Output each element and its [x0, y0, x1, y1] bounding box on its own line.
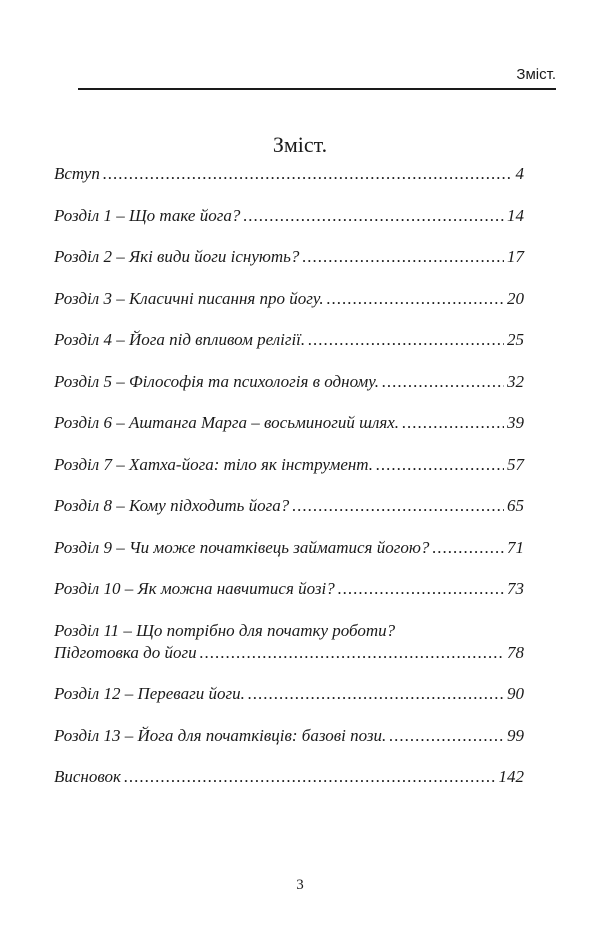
toc-entry-page: 57: [507, 454, 524, 474]
toc-entry-title: Розділ 5 – Філософія та психологія в одному.: [54, 371, 379, 391]
toc-entry-page: 4: [515, 164, 524, 183]
toc-entry-title: Розділ 10 – Як можна навчитися йозі?: [54, 579, 335, 598]
toc-title: Зміст.: [272, 132, 328, 157]
dot-leader: [248, 683, 504, 705]
toc-entry-title: Розділ 13 – Йога для початківців: базові пози.: [54, 725, 387, 745]
toc-entry: [54, 620, 524, 684]
toc-entry-title: Підготовка до йоги: [54, 642, 197, 662]
toc-entry-title: Розділ 6 – Аштанга Марга – восьминогий шлях.: [54, 413, 400, 432]
dot-leader: [382, 371, 504, 393]
dot-leader: [402, 412, 504, 434]
toc-entry-page: 32: [507, 371, 524, 391]
dot-leader: [124, 766, 496, 788]
toc-entry: [54, 329, 524, 371]
page-number: 3: [296, 877, 304, 893]
toc-entry-page: 39: [507, 413, 524, 432]
toc-entry-page: 99: [507, 725, 524, 745]
table-of-contents: [54, 163, 524, 808]
dot-leader: [327, 288, 504, 310]
toc-entry: [54, 495, 524, 537]
dot-leader: [302, 246, 504, 268]
dot-leader: [338, 578, 504, 600]
toc-entry-page: 25: [507, 330, 524, 349]
toc-entry-title: Розділ 4 – Йога під впливом релігії.: [54, 330, 306, 349]
toc-entry-page: 90: [507, 684, 524, 703]
toc-entry-title: Розділ 8 – Кому підходить йога?: [54, 496, 290, 515]
dot-leader: [432, 537, 504, 559]
toc-entry-title: Розділ 3 – Класичні писання про йогу.: [54, 288, 324, 308]
toc-entry: [54, 288, 524, 330]
toc-entry: [54, 537, 524, 579]
toc-entry: [54, 578, 524, 620]
dot-leader: [103, 163, 513, 185]
toc-entry-title-line1: Розділ 11 – Що потрібно для початку роботи?: [54, 620, 396, 640]
toc-entry-page: 142: [498, 767, 524, 786]
toc-entry: [54, 246, 524, 288]
toc-entry-title: Висновок: [54, 767, 121, 786]
toc-entry-title: Розділ 7 – Хатха-йога: тіло як інструмент.: [54, 454, 374, 474]
dot-leader: [376, 454, 504, 476]
toc-entry-page: 78: [507, 642, 524, 662]
dot-leader: [200, 642, 504, 664]
dot-leader: [389, 725, 504, 747]
toc-entry: [54, 205, 524, 247]
dot-leader: [308, 329, 504, 351]
toc-entry-title: Розділ 12 – Переваги йоги.: [54, 684, 245, 703]
toc-entry-title: Розділ 9 – Чи може початківець займатися йогою?: [54, 537, 430, 557]
toc-entry: [54, 163, 524, 205]
dot-leader: [292, 495, 504, 517]
dot-leader: [243, 205, 504, 227]
running-header: Зміст.: [516, 66, 556, 83]
toc-entry: [54, 454, 524, 496]
toc-entry-page: 65: [507, 496, 524, 515]
toc-entry: [54, 766, 524, 808]
toc-entry: [54, 412, 524, 454]
toc-entry: [54, 371, 524, 413]
toc-entry-title: Розділ 2 – Які види йоги існують?: [54, 247, 300, 266]
header-rule: [78, 88, 556, 90]
toc-entry: [54, 683, 524, 725]
toc-entry-page: 73: [507, 579, 524, 598]
toc-entry-title: Вступ: [54, 164, 100, 183]
toc-entry-page: 71: [507, 537, 524, 557]
toc-entry-page: 14: [507, 205, 524, 225]
toc-entry-title: Розділ 1 – Що таке йога?: [54, 205, 241, 225]
toc-entry-page: 20: [507, 288, 524, 308]
toc-entry: [54, 725, 524, 767]
toc-entry-page: 17: [507, 247, 524, 266]
